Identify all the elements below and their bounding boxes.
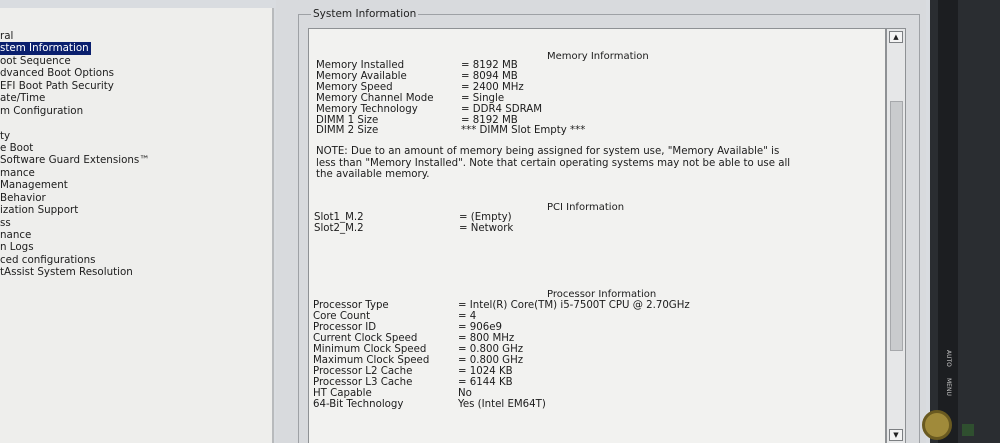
menu-item-date-time[interactable]: ate/Time	[0, 92, 46, 105]
audio-port	[922, 410, 952, 440]
row-value: = Intel(R) Core(TM) i5-7500T CPU @ 2.70GHz	[458, 300, 690, 311]
pci-row	[314, 212, 512, 223]
row-value: = Single	[461, 93, 505, 104]
memory-row	[316, 60, 518, 71]
processor-section-title: Processor Information	[547, 289, 657, 300]
row-label: Slot2_M.2	[314, 223, 364, 234]
row-value: = 8192 MB	[461, 115, 518, 126]
row-label: HT Capable	[313, 388, 372, 399]
pci-row	[314, 223, 513, 234]
row-value: = 2400 MHz	[461, 82, 524, 93]
row-label: Minimum Clock Speed	[313, 344, 427, 355]
menu-item-system-configuration[interactable]: m Configuration	[0, 104, 84, 117]
menu-item-software-guard-extensions[interactable]: Software Guard Extensions™	[0, 154, 150, 167]
row-value: = Network	[459, 223, 514, 234]
processor-row	[313, 355, 523, 366]
row-label: Core Count	[313, 311, 371, 322]
row-label: DIMM 1 Size	[316, 115, 379, 126]
processor-row	[313, 399, 546, 410]
scroll-down-button[interactable]	[889, 429, 903, 441]
menu-item-maintenance[interactable]: nance	[0, 229, 32, 242]
row-label: Processor Type	[313, 300, 389, 311]
monitor-bezel	[930, 0, 1000, 443]
menu-button-label: MENU	[945, 378, 952, 396]
menu-item-post-behavior[interactable]: Behavior	[0, 191, 46, 204]
processor-row	[313, 322, 502, 333]
menu-item-supportassist[interactable]: tAssist System Resolution	[0, 266, 133, 279]
row-label: 64-Bit Technology	[313, 399, 404, 410]
menu-item-performance[interactable]: mance	[0, 166, 35, 179]
row-value: = 0.800 GHz	[458, 355, 524, 366]
row-label: Current Clock Speed	[313, 333, 418, 344]
menu-item-system-logs[interactable]: n Logs	[0, 241, 34, 254]
vertical-scrollbar[interactable]	[886, 28, 906, 443]
memory-row	[316, 71, 518, 82]
menu-item-secure-boot[interactable]: e Boot	[0, 141, 34, 154]
settings-sidebar	[0, 8, 274, 443]
menu-item-security[interactable]: ty	[0, 129, 11, 142]
memory-row	[316, 82, 524, 93]
connector-port	[962, 424, 974, 436]
row-value: = DDR4 SDRAM	[461, 104, 542, 115]
row-value: = 8094 MB	[461, 71, 518, 82]
row-value: Yes (Intel EM64T)	[458, 399, 546, 410]
processor-row	[313, 311, 476, 322]
row-label: Processor L3 Cache	[313, 377, 413, 388]
menu-item-general[interactable]: ral	[0, 30, 14, 42]
row-label: DIMM 2 Size	[316, 125, 379, 136]
auto-button-label: AUTO	[945, 350, 952, 367]
menu-item-spacer	[0, 117, 150, 129]
row-label: Processor ID	[313, 322, 377, 333]
scroll-up-button[interactable]	[889, 31, 903, 43]
processor-row	[313, 344, 523, 355]
processor-row	[313, 377, 513, 388]
bezel-strip	[938, 0, 958, 443]
row-label: Maximum Clock Speed	[313, 355, 430, 366]
row-value: = 906e9	[458, 322, 502, 333]
memory-note: NOTE: Due to an amount of memory being assigned for system use, "Memory Available" is less than "Memory Installed". Note that certain operating systems may not be able to use all the available memory.	[316, 146, 791, 180]
row-label: Memory Available	[316, 71, 407, 82]
memory-row	[316, 104, 542, 115]
row-value: = 0.800 GHz	[458, 344, 524, 355]
row-label: Processor L2 Cache	[313, 366, 413, 377]
row-label: Memory Installed	[316, 60, 405, 71]
arrow-up-icon: ▲	[893, 33, 899, 41]
row-value: = (Empty)	[459, 212, 512, 223]
row-value: = 1024 KB	[458, 366, 513, 377]
menu-item-system-information[interactable]: stem Information	[0, 42, 89, 55]
arrow-down-icon: ▼	[893, 431, 899, 439]
menu-item-advanced-configurations[interactable]: ced configurations	[0, 253, 96, 266]
row-value: = 8192 MB	[461, 60, 518, 71]
row-label: Memory Channel Mode	[316, 93, 434, 104]
menu-item-boot-sequence[interactable]: oot Sequence	[0, 54, 71, 67]
row-label: Memory Speed	[316, 82, 393, 93]
menu-item-uefi-boot-path-security[interactable]: EFI Boot Path Security	[0, 79, 114, 92]
row-value: = 6144 KB	[458, 377, 513, 388]
scroll-thumb[interactable]	[890, 101, 903, 351]
processor-row	[313, 366, 513, 377]
processor-row	[313, 300, 690, 311]
memory-section-title: Memory Information	[547, 51, 649, 62]
menu-item-wireless[interactable]: ss	[0, 216, 11, 229]
row-value: No	[458, 388, 472, 399]
system-information-panel	[308, 28, 886, 443]
menu-item-virtualization-support[interactable]: ization Support	[0, 204, 79, 217]
memory-row	[316, 93, 504, 104]
menu-item-advanced-boot-options[interactable]: dvanced Boot Options	[0, 67, 114, 80]
settings-menu	[0, 30, 150, 279]
processor-row	[313, 388, 472, 399]
pci-section-title: PCI Information	[547, 202, 625, 213]
panel-title: System Information	[313, 8, 417, 20]
row-label: Memory Technology	[316, 104, 418, 115]
menu-item-power-management[interactable]: Management	[0, 179, 68, 192]
memory-row	[316, 125, 585, 136]
row-value: = 4	[458, 311, 477, 322]
row-value: = 800 MHz	[458, 333, 515, 344]
row-label: Slot1_M.2	[314, 212, 364, 223]
row-value: *** DIMM Slot Empty ***	[461, 125, 586, 136]
processor-row	[313, 333, 514, 344]
